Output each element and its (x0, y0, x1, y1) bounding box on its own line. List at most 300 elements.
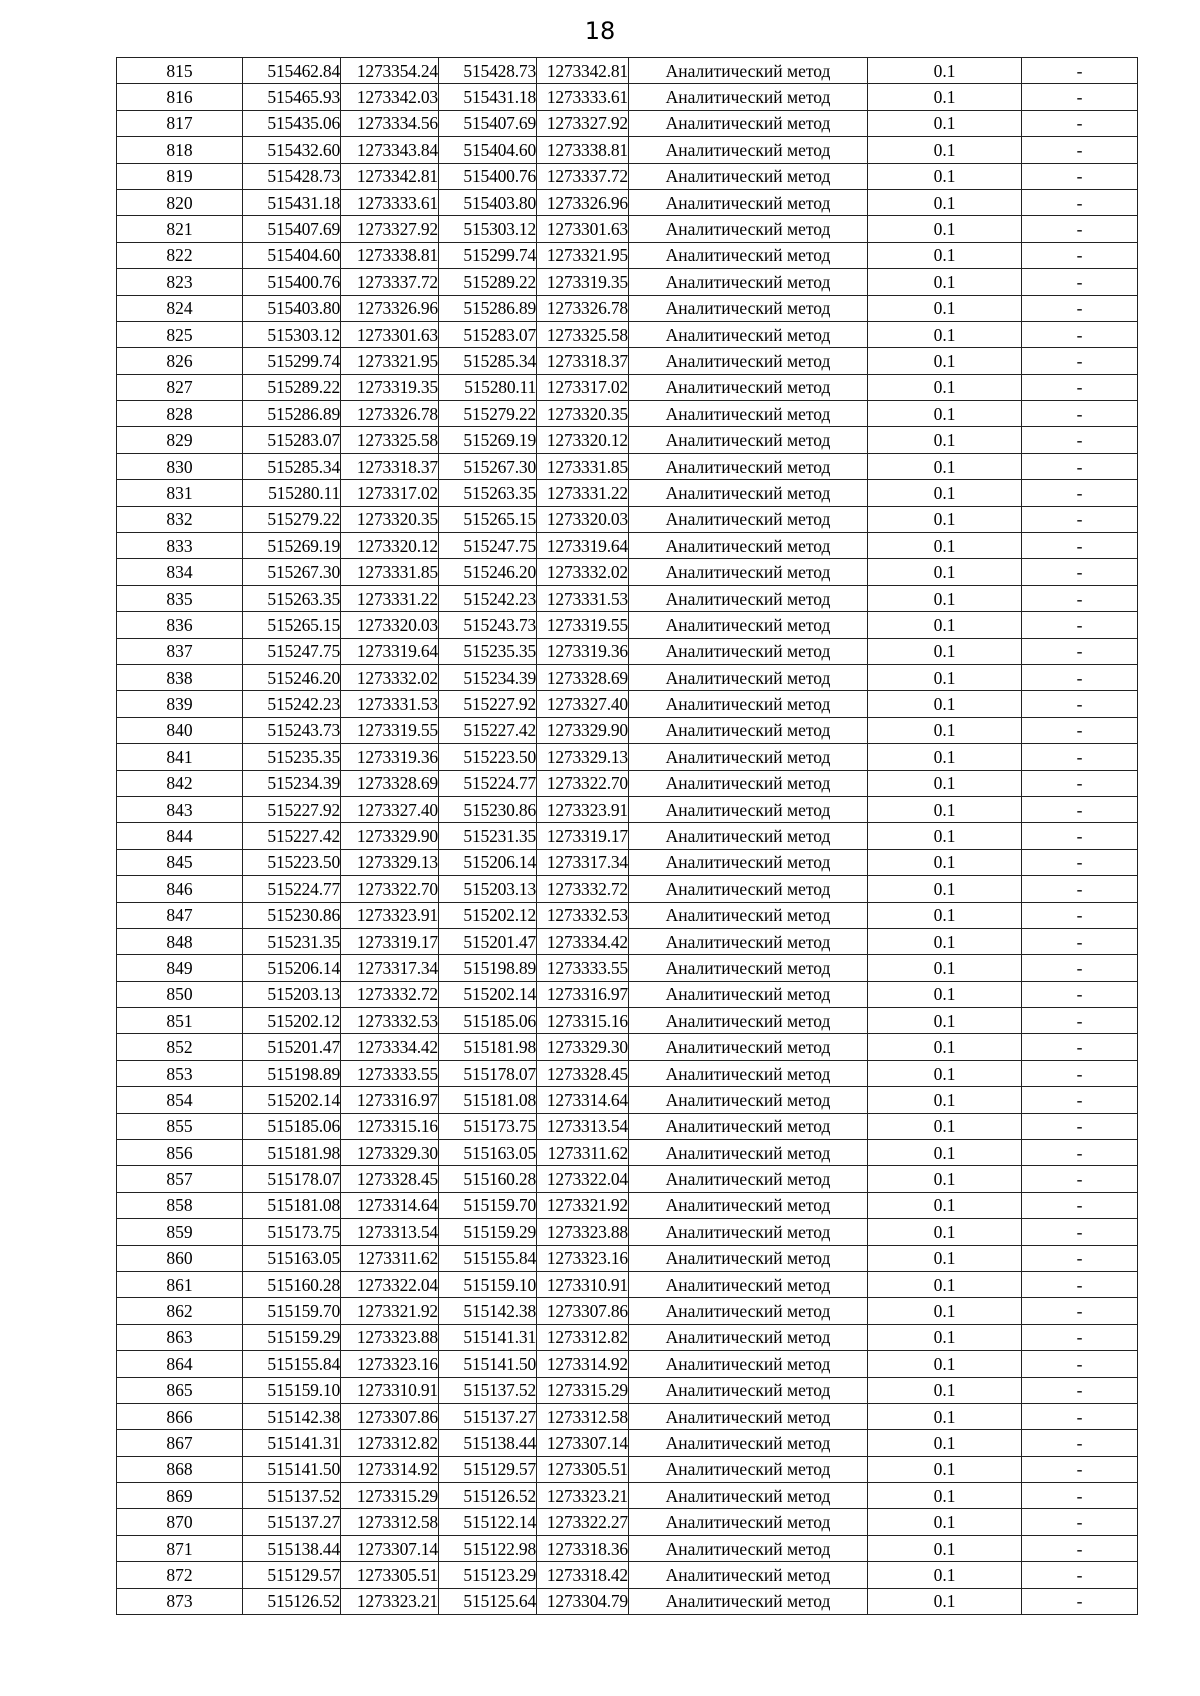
accuracy-cell: 0.1 (868, 1483, 1022, 1509)
accuracy-cell: 0.1 (868, 770, 1022, 796)
start-y-cell: 1273319.36 (341, 744, 439, 770)
note-cell: - (1022, 1166, 1138, 1192)
end-y-cell: 1273320.12 (537, 427, 629, 453)
accuracy-cell: 0.1 (868, 269, 1022, 295)
start-y-cell: 1273326.96 (341, 295, 439, 321)
note-cell: - (1022, 1509, 1138, 1535)
end-y-cell: 1273314.64 (537, 1087, 629, 1113)
start-x-cell: 515206.14 (243, 955, 341, 981)
start-x-cell: 515137.52 (243, 1483, 341, 1509)
start-y-cell: 1273317.02 (341, 480, 439, 506)
start-x-cell: 515407.69 (243, 216, 341, 242)
note-cell: - (1022, 770, 1138, 796)
table-row (117, 559, 1138, 585)
table-row (117, 1509, 1138, 1535)
point-number-cell: 869 (117, 1483, 243, 1509)
start-y-cell: 1273333.55 (341, 1060, 439, 1086)
table-row (117, 823, 1138, 849)
table-row (117, 1245, 1138, 1271)
table-row (117, 189, 1138, 215)
start-x-cell: 515265.15 (243, 612, 341, 638)
start-y-cell: 1273354.24 (341, 58, 439, 84)
end-x-cell: 515234.39 (439, 664, 537, 690)
start-y-cell: 1273334.56 (341, 110, 439, 136)
accuracy-cell: 0.1 (868, 242, 1022, 268)
method-cell: Аналитический метод (629, 691, 868, 717)
start-x-cell: 515178.07 (243, 1166, 341, 1192)
end-x-cell: 515227.42 (439, 717, 537, 743)
end-y-cell: 1273329.90 (537, 717, 629, 743)
point-number-cell: 817 (117, 110, 243, 136)
table-row (117, 717, 1138, 743)
coordinates-table (116, 57, 1138, 1615)
end-x-cell: 515185.06 (439, 1008, 537, 1034)
accuracy-cell: 0.1 (868, 612, 1022, 638)
method-cell: Аналитический метод (629, 1351, 868, 1377)
start-y-cell: 1273343.84 (341, 137, 439, 163)
point-number-cell: 842 (117, 770, 243, 796)
accuracy-cell: 0.1 (868, 744, 1022, 770)
start-x-cell: 515160.28 (243, 1271, 341, 1297)
start-y-cell: 1273321.95 (341, 348, 439, 374)
end-x-cell: 515129.57 (439, 1456, 537, 1482)
method-cell: Аналитический метод (629, 1271, 868, 1297)
point-number-cell: 859 (117, 1219, 243, 1245)
note-cell: - (1022, 401, 1138, 427)
table-row (117, 902, 1138, 928)
end-y-cell: 1273331.85 (537, 453, 629, 479)
note-cell: - (1022, 84, 1138, 110)
end-x-cell: 515231.35 (439, 823, 537, 849)
accuracy-cell: 0.1 (868, 1271, 1022, 1297)
end-y-cell: 1273322.27 (537, 1509, 629, 1535)
accuracy-cell: 0.1 (868, 295, 1022, 321)
method-cell: Аналитический метод (629, 401, 868, 427)
accuracy-cell: 0.1 (868, 1430, 1022, 1456)
end-x-cell: 515280.11 (439, 374, 537, 400)
end-y-cell: 1273315.16 (537, 1008, 629, 1034)
end-y-cell: 1273332.02 (537, 559, 629, 585)
accuracy-cell: 0.1 (868, 1087, 1022, 1113)
start-x-cell: 515202.12 (243, 1008, 341, 1034)
note-cell: - (1022, 744, 1138, 770)
method-cell: Аналитический метод (629, 1034, 868, 1060)
start-y-cell: 1273318.37 (341, 453, 439, 479)
point-number-cell: 825 (117, 321, 243, 347)
method-cell: Аналитический метод (629, 295, 868, 321)
end-y-cell: 1273327.92 (537, 110, 629, 136)
start-x-cell: 515185.06 (243, 1113, 341, 1139)
point-number-cell: 826 (117, 348, 243, 374)
end-x-cell: 515267.30 (439, 453, 537, 479)
end-x-cell: 515160.28 (439, 1166, 537, 1192)
end-x-cell: 515299.74 (439, 242, 537, 268)
note-cell: - (1022, 1245, 1138, 1271)
table-row (117, 1535, 1138, 1561)
point-number-cell: 844 (117, 823, 243, 849)
end-x-cell: 515224.77 (439, 770, 537, 796)
end-x-cell: 515243.73 (439, 612, 537, 638)
end-y-cell: 1273312.58 (537, 1403, 629, 1429)
start-y-cell: 1273307.86 (341, 1403, 439, 1429)
start-x-cell: 515126.52 (243, 1588, 341, 1614)
start-x-cell: 515181.08 (243, 1192, 341, 1218)
accuracy-cell: 0.1 (868, 110, 1022, 136)
point-number-cell: 855 (117, 1113, 243, 1139)
method-cell: Аналитический метод (629, 1430, 868, 1456)
note-cell: - (1022, 876, 1138, 902)
point-number-cell: 833 (117, 533, 243, 559)
table-row (117, 321, 1138, 347)
start-y-cell: 1273311.62 (341, 1245, 439, 1271)
start-y-cell: 1273332.02 (341, 664, 439, 690)
table-row (117, 1008, 1138, 1034)
end-x-cell: 515155.84 (439, 1245, 537, 1271)
start-y-cell: 1273323.21 (341, 1588, 439, 1614)
table-row (117, 1140, 1138, 1166)
method-cell: Аналитический метод (629, 1509, 868, 1535)
end-x-cell: 515178.07 (439, 1060, 537, 1086)
point-number-cell: 841 (117, 744, 243, 770)
start-y-cell: 1273314.92 (341, 1456, 439, 1482)
method-cell: Аналитический метод (629, 374, 868, 400)
note-cell: - (1022, 612, 1138, 638)
end-x-cell: 515123.29 (439, 1562, 537, 1588)
start-y-cell: 1273312.58 (341, 1509, 439, 1535)
end-y-cell: 1273327.40 (537, 691, 629, 717)
end-x-cell: 515137.27 (439, 1403, 537, 1429)
end-y-cell: 1273326.78 (537, 295, 629, 321)
accuracy-cell: 0.1 (868, 1351, 1022, 1377)
start-y-cell: 1273342.03 (341, 84, 439, 110)
start-y-cell: 1273334.42 (341, 1034, 439, 1060)
end-x-cell: 515242.23 (439, 585, 537, 611)
table-row (117, 401, 1138, 427)
start-x-cell: 515163.05 (243, 1245, 341, 1271)
end-y-cell: 1273331.53 (537, 585, 629, 611)
accuracy-cell: 0.1 (868, 1140, 1022, 1166)
end-y-cell: 1273332.72 (537, 876, 629, 902)
accuracy-cell: 0.1 (868, 533, 1022, 559)
method-cell: Аналитический метод (629, 189, 868, 215)
note-cell: - (1022, 796, 1138, 822)
end-y-cell: 1273320.35 (537, 401, 629, 427)
accuracy-cell: 0.1 (868, 1324, 1022, 1350)
end-y-cell: 1273333.55 (537, 955, 629, 981)
table-row (117, 137, 1138, 163)
start-x-cell: 515202.14 (243, 1087, 341, 1113)
accuracy-cell: 0.1 (868, 928, 1022, 954)
point-number-cell: 856 (117, 1140, 243, 1166)
accuracy-cell: 0.1 (868, 691, 1022, 717)
table-row (117, 1562, 1138, 1588)
start-y-cell: 1273319.35 (341, 374, 439, 400)
point-number-cell: 852 (117, 1034, 243, 1060)
note-cell: - (1022, 902, 1138, 928)
end-y-cell: 1273337.72 (537, 163, 629, 189)
table-row (117, 796, 1138, 822)
start-y-cell: 1273329.90 (341, 823, 439, 849)
accuracy-cell: 0.1 (868, 638, 1022, 664)
method-cell: Аналитический метод (629, 58, 868, 84)
start-x-cell: 515303.12 (243, 321, 341, 347)
end-y-cell: 1273317.02 (537, 374, 629, 400)
end-x-cell: 515122.98 (439, 1535, 537, 1561)
accuracy-cell: 0.1 (868, 1060, 1022, 1086)
accuracy-cell: 0.1 (868, 321, 1022, 347)
point-number-cell: 831 (117, 480, 243, 506)
end-x-cell: 515428.73 (439, 58, 537, 84)
point-number-cell: 858 (117, 1192, 243, 1218)
start-x-cell: 515283.07 (243, 427, 341, 453)
note-cell: - (1022, 1562, 1138, 1588)
method-cell: Аналитический метод (629, 612, 868, 638)
accuracy-cell: 0.1 (868, 374, 1022, 400)
note-cell: - (1022, 189, 1138, 215)
table-row (117, 664, 1138, 690)
end-x-cell: 515122.14 (439, 1509, 537, 1535)
table-row (117, 981, 1138, 1007)
table-row (117, 1588, 1138, 1614)
method-cell: Аналитический метод (629, 1113, 868, 1139)
table-row (117, 638, 1138, 664)
end-y-cell: 1273323.88 (537, 1219, 629, 1245)
accuracy-cell: 0.1 (868, 1377, 1022, 1403)
start-x-cell: 515231.35 (243, 928, 341, 954)
end-y-cell: 1273310.91 (537, 1271, 629, 1297)
table-row (117, 1456, 1138, 1482)
start-x-cell: 515269.19 (243, 533, 341, 559)
start-y-cell: 1273332.53 (341, 1008, 439, 1034)
start-x-cell: 515181.98 (243, 1140, 341, 1166)
end-y-cell: 1273322.04 (537, 1166, 629, 1192)
start-x-cell: 515403.80 (243, 295, 341, 321)
note-cell: - (1022, 717, 1138, 743)
end-y-cell: 1273342.81 (537, 58, 629, 84)
end-y-cell: 1273321.95 (537, 242, 629, 268)
end-y-cell: 1273323.16 (537, 1245, 629, 1271)
start-x-cell: 515247.75 (243, 638, 341, 664)
method-cell: Аналитический метод (629, 110, 868, 136)
end-y-cell: 1273313.54 (537, 1113, 629, 1139)
method-cell: Аналитический метод (629, 533, 868, 559)
start-y-cell: 1273314.64 (341, 1192, 439, 1218)
end-x-cell: 515159.29 (439, 1219, 537, 1245)
accuracy-cell: 0.1 (868, 796, 1022, 822)
table-row (117, 216, 1138, 242)
table-row (117, 163, 1138, 189)
note-cell: - (1022, 348, 1138, 374)
note-cell: - (1022, 638, 1138, 664)
note-cell: - (1022, 1403, 1138, 1429)
start-x-cell: 515299.74 (243, 348, 341, 374)
accuracy-cell: 0.1 (868, 427, 1022, 453)
accuracy-cell: 0.1 (868, 1113, 1022, 1139)
point-number-cell: 824 (117, 295, 243, 321)
accuracy-cell: 0.1 (868, 84, 1022, 110)
point-number-cell: 816 (117, 84, 243, 110)
accuracy-cell: 0.1 (868, 585, 1022, 611)
end-y-cell: 1273316.97 (537, 981, 629, 1007)
end-x-cell: 515263.35 (439, 480, 537, 506)
table-row (117, 374, 1138, 400)
table-row (117, 533, 1138, 559)
point-number-cell: 821 (117, 216, 243, 242)
start-y-cell: 1273323.91 (341, 902, 439, 928)
method-cell: Аналитический метод (629, 242, 868, 268)
start-y-cell: 1273325.58 (341, 427, 439, 453)
note-cell: - (1022, 1351, 1138, 1377)
method-cell: Аналитический метод (629, 1483, 868, 1509)
point-number-cell: 863 (117, 1324, 243, 1350)
accuracy-cell: 0.1 (868, 453, 1022, 479)
end-y-cell: 1273307.14 (537, 1430, 629, 1456)
method-cell: Аналитический метод (629, 1377, 868, 1403)
method-cell: Аналитический метод (629, 1588, 868, 1614)
point-number-cell: 815 (117, 58, 243, 84)
method-cell: Аналитический метод (629, 1192, 868, 1218)
end-y-cell: 1273315.29 (537, 1377, 629, 1403)
method-cell: Аналитический метод (629, 1535, 868, 1561)
table-row (117, 427, 1138, 453)
end-y-cell: 1273328.45 (537, 1060, 629, 1086)
method-cell: Аналитический метод (629, 823, 868, 849)
point-number-cell: 873 (117, 1588, 243, 1614)
start-y-cell: 1273331.53 (341, 691, 439, 717)
note-cell: - (1022, 533, 1138, 559)
table-row (117, 1483, 1138, 1509)
method-cell: Аналитический метод (629, 981, 868, 1007)
point-number-cell: 845 (117, 849, 243, 875)
page-number: 18 (584, 17, 616, 45)
end-x-cell: 515137.52 (439, 1377, 537, 1403)
start-y-cell: 1273305.51 (341, 1562, 439, 1588)
end-x-cell: 515431.18 (439, 84, 537, 110)
point-number-cell: 818 (117, 137, 243, 163)
end-y-cell: 1273319.36 (537, 638, 629, 664)
start-x-cell: 515285.34 (243, 453, 341, 479)
table-row (117, 453, 1138, 479)
method-cell: Аналитический метод (629, 1456, 868, 1482)
accuracy-cell: 0.1 (868, 401, 1022, 427)
end-x-cell: 515407.69 (439, 110, 537, 136)
start-y-cell: 1273329.13 (341, 849, 439, 875)
end-x-cell: 515138.44 (439, 1430, 537, 1456)
start-x-cell: 515141.31 (243, 1430, 341, 1456)
accuracy-cell: 0.1 (868, 849, 1022, 875)
method-cell: Аналитический метод (629, 1324, 868, 1350)
start-x-cell: 515242.23 (243, 691, 341, 717)
point-number-cell: 835 (117, 585, 243, 611)
end-x-cell: 515285.34 (439, 348, 537, 374)
end-x-cell: 515400.76 (439, 163, 537, 189)
point-number-cell: 850 (117, 981, 243, 1007)
start-y-cell: 1273342.81 (341, 163, 439, 189)
table-row (117, 1430, 1138, 1456)
table-row (117, 770, 1138, 796)
point-number-cell: 829 (117, 427, 243, 453)
table-row (117, 348, 1138, 374)
note-cell: - (1022, 559, 1138, 585)
method-cell: Аналитический метод (629, 1562, 868, 1588)
table-row (117, 691, 1138, 717)
point-number-cell: 834 (117, 559, 243, 585)
note-cell: - (1022, 1008, 1138, 1034)
table-row (117, 585, 1138, 611)
start-x-cell: 515435.06 (243, 110, 341, 136)
method-cell: Аналитический метод (629, 928, 868, 954)
note-cell: - (1022, 1377, 1138, 1403)
table-row (117, 1034, 1138, 1060)
end-y-cell: 1273320.03 (537, 506, 629, 532)
point-number-cell: 840 (117, 717, 243, 743)
note-cell: - (1022, 1140, 1138, 1166)
start-x-cell: 515279.22 (243, 506, 341, 532)
point-number-cell: 848 (117, 928, 243, 954)
method-cell: Аналитический метод (629, 717, 868, 743)
table-row (117, 876, 1138, 902)
accuracy-cell: 0.1 (868, 1298, 1022, 1324)
start-x-cell: 515227.42 (243, 823, 341, 849)
end-y-cell: 1273338.81 (537, 137, 629, 163)
start-y-cell: 1273328.45 (341, 1166, 439, 1192)
accuracy-cell: 0.1 (868, 1588, 1022, 1614)
accuracy-cell: 0.1 (868, 189, 1022, 215)
note-cell: - (1022, 269, 1138, 295)
end-x-cell: 515223.50 (439, 744, 537, 770)
start-x-cell: 515224.77 (243, 876, 341, 902)
end-y-cell: 1273317.34 (537, 849, 629, 875)
start-x-cell: 515159.10 (243, 1377, 341, 1403)
method-cell: Аналитический метод (629, 480, 868, 506)
method-cell: Аналитический метод (629, 453, 868, 479)
table-row (117, 84, 1138, 110)
end-x-cell: 515198.89 (439, 955, 537, 981)
point-number-cell: 830 (117, 453, 243, 479)
note-cell: - (1022, 1192, 1138, 1218)
end-x-cell: 515159.10 (439, 1271, 537, 1297)
start-x-cell: 515267.30 (243, 559, 341, 585)
end-x-cell: 515126.52 (439, 1483, 537, 1509)
end-x-cell: 515181.08 (439, 1087, 537, 1113)
table-row (117, 269, 1138, 295)
start-x-cell: 515159.29 (243, 1324, 341, 1350)
start-x-cell: 515246.20 (243, 664, 341, 690)
table-row (117, 58, 1138, 84)
end-y-cell: 1273328.69 (537, 664, 629, 690)
end-y-cell: 1273312.82 (537, 1324, 629, 1350)
note-cell: - (1022, 1324, 1138, 1350)
start-y-cell: 1273323.88 (341, 1324, 439, 1350)
note-cell: - (1022, 1298, 1138, 1324)
method-cell: Аналитический метод (629, 1060, 868, 1086)
end-y-cell: 1273304.79 (537, 1588, 629, 1614)
table-row (117, 506, 1138, 532)
point-number-cell: 864 (117, 1351, 243, 1377)
table-row (117, 1166, 1138, 1192)
note-cell: - (1022, 1219, 1138, 1245)
end-y-cell: 1273329.30 (537, 1034, 629, 1060)
note-cell: - (1022, 664, 1138, 690)
table-row (117, 1377, 1138, 1403)
accuracy-cell: 0.1 (868, 163, 1022, 189)
method-cell: Аналитический метод (629, 585, 868, 611)
point-number-cell: 819 (117, 163, 243, 189)
accuracy-cell: 0.1 (868, 981, 1022, 1007)
note-cell: - (1022, 1588, 1138, 1614)
accuracy-cell: 0.1 (868, 1403, 1022, 1429)
start-x-cell: 515141.50 (243, 1456, 341, 1482)
